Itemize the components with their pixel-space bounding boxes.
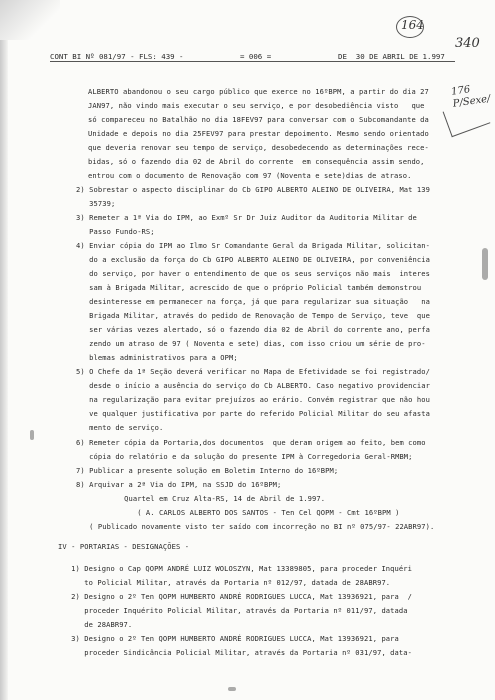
body-line: JAN97, não vindo mais executar o seu serviço, e por desobediência visto que — [88, 101, 425, 110]
handwritten-margin-note: 176 P/Sexe/ — [450, 84, 492, 110]
body-line: 3) Designo o 2º Ten QOPM HUMBERTO ANDRÉ RODRIGUES LUCCA, Mat 13936921, para — [58, 634, 399, 643]
body-line: blemas administrativos para a OPM; — [76, 353, 238, 362]
handwritten-folio-number: 164 — [401, 18, 424, 32]
scan-shadow-edge — [0, 0, 8, 700]
body-line: 7) Publicar a presente solução em Boletim Interno do 16ºBPM; — [76, 466, 339, 475]
body-line: 6) Remeter cópia da Portaria,dos documentos que deram origem ao feito, bem como — [76, 438, 426, 447]
body-line: 8) Arquivar a 2ª Via do IPM, na SSJD do 16ºBPM; — [76, 480, 282, 489]
body-line: proceder Sindicância Policial Militar, através da Portaria nº 031/97, data- — [58, 648, 413, 657]
body-line: 1) Designo o Cap QOPM ANDRÉ LUIZ WOLOSZYN, Mat 13389805, para proceder Inquéri — [58, 564, 413, 573]
header-rule — [50, 61, 455, 62]
body-line: zendo um atraso de 97 ( Noventa e sete) dias, com isso criou um série de pro- — [76, 339, 426, 348]
body-line: mento de serviço. — [76, 423, 164, 432]
margin-scribble — [443, 98, 491, 137]
body-line: ve qualquer justificativa por parte do referido Policial Militar do seu afasta — [76, 409, 431, 418]
body-line: bidas, só o fazendo dia 02 de Abril do corrente em consequência assim sendo, — [88, 157, 425, 166]
body-line: proceder Inquérito Policial Militar, através da Portaria nº 011/97, datada — [58, 606, 408, 615]
body-line: entrou com o documento de Renovação com 97 (Noventa e sete)dias de atraso. — [88, 171, 412, 180]
body-line: 5) O Chefe da 1ª Seção deverá verificar no Mapa de Efetividade se foi registrado/ — [76, 367, 431, 376]
body-line: ser várias vezes alertado, só o fazendo dia 02 de Abril do corrente ano, perfa — [76, 325, 431, 334]
body-line: cópia do relatório e da solução do presente IPM à Corregedoria Geral-RMBM; — [76, 452, 413, 461]
body-line: só compareceu no Batalhão no dia 18FEV97 para conversar com o Subcomandante da — [88, 115, 429, 124]
body-line: sam à Brigada Militar, acrescido de que o próprio Policial também demonstrou — [76, 283, 422, 292]
body-line: to Policial Militar, através da Portaria nº 012/97, datada de 28ABR97. — [58, 578, 391, 587]
header-page-number: = 006 = — [240, 52, 272, 61]
header-date: DE 30 DE ABRIL DE 1.997 — [338, 52, 445, 61]
bottom-smudge — [228, 687, 236, 691]
signature-name-line: ( A. CARLOS ALBERTO DOS SANTOS - Ten Cel QOPM - Cmt 16ºBPM ) — [76, 508, 400, 517]
punch-hole-mark — [30, 430, 34, 440]
signature-date-line: Quartel em Cruz Alta-RS, 14 de Abril de 1.997. — [76, 494, 326, 503]
body-line: do a exclusão da força do Cb GIPO ALBERTO ALEINO DE OLIVEIRA, por conveniência — [76, 255, 431, 264]
folio-circle — [396, 16, 424, 38]
body-line: Passo Fundo-RS; — [76, 227, 155, 236]
body-line: 35739; — [76, 199, 116, 208]
scan-shadow-corner — [0, 0, 60, 40]
republication-note: ( Publicado novamente visto ter saído com incorreção no BI nº 075/97- 22ABR97). — [76, 522, 435, 531]
body-line: ALBERTO abandonou o seu cargo público que exerce no 16ºBPM, a partir do dia 27 — [88, 87, 429, 96]
body-line: Unidade e depois no dia 25FEV97 para prestar depoimento. Mesmo sendo orientado — [88, 129, 429, 138]
body-line: desde o início a ausência do serviço do Cb ALBERTO. Caso negativo providenciar — [76, 381, 431, 390]
body-line: desinteresse em permanecer na força, já que para regularizar sua situação na — [76, 297, 431, 306]
body-line: Brigada Militar, através do pedido de Renovação de Tempo de Serviço, teve que — [76, 311, 431, 320]
body-line: do serviço, por haver o entendimento de que os seus serviços não mais interes — [76, 269, 431, 278]
section-heading: IV - PORTARIAS - DESIGNAÇÕES - — [58, 542, 190, 551]
body-line: de 28ABR97. — [58, 620, 133, 629]
body-line: 4) Enviar cópia do IPM ao Ilmo Sr Comandante Geral da Brigada Militar, solicitan- — [76, 241, 431, 250]
body-line: 2) Designo o 2º Ten QOPM HUMBERTO ANDRÉ RODRIGUES LUCCA, Mat 13936921, para / — [58, 592, 413, 601]
body-line: 3) Remeter a 1ª Via do IPM, ao Exmº Sr Dr Juiz Auditor da Auditoria Militar de — [76, 213, 417, 222]
binding-clip-mark — [482, 248, 488, 280]
header-reference: CONT BI Nº 081/97 - FLS: 439 - — [50, 52, 184, 61]
body-line: que deveria renovar seu tempo de serviço, desobedecendo as determinações rece- — [88, 143, 429, 152]
handwritten-stamp-number: 340 — [455, 36, 480, 51]
body-line: na regularização para evitar prejuízos ao erário. Convém registrar que não hou — [76, 395, 431, 404]
body-line: 2) Sobrestar o aspecto disciplinar do Cb GIPO ALBERTO ALEINO DE OLIVEIRA, Mat 139 — [76, 185, 431, 194]
